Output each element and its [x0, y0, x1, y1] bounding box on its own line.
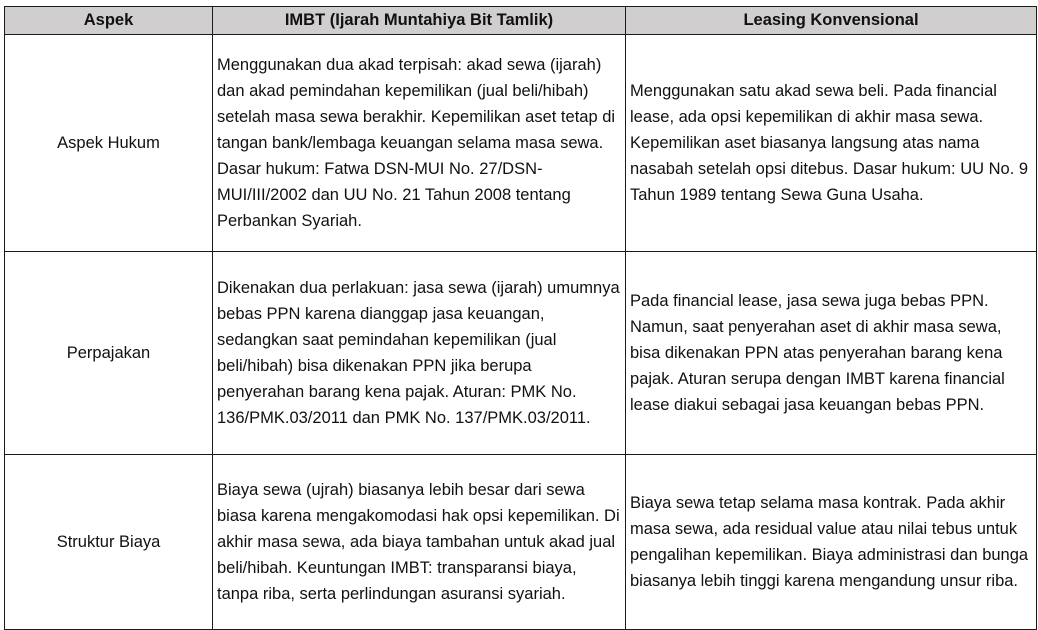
table-row: [5, 455, 1037, 630]
header-row: [5, 7, 1037, 35]
table-row: [5, 35, 1037, 252]
comparison-table: [4, 6, 1037, 630]
imbt-cell: Dikenakan dua perlakuan: jasa sewa (ijarah) umumnya bebas PPN karena dianggap jasa keuangan, sedangkan saat pemindahan kepemilikan (jual beli/hibah) bisa dikenakan PPN jika berupa penyerahan barang kena pajak. Aturan: PMK No. 136/PMK.03/2011 dan PMK No. 137/PMK.03/2011.: [213, 252, 626, 455]
aspect-cell: Struktur Biaya: [5, 455, 213, 630]
leasing-cell: Menggunakan satu akad sewa beli. Pada financial lease, ada opsi kepemilikan di akhir masa sewa. Kepemilikan aset biasanya langsung atas nama nasabah setelah opsi ditebus. Dasar hukum: UU No. 9 Tahun 1989 tentang Sewa Guna Usaha.: [626, 35, 1037, 252]
aspect-cell: Perpajakan: [5, 252, 213, 455]
imbt-cell: Menggunakan dua akad terpisah: akad sewa (ijarah) dan akad pemindahan kepemilikan (jual beli/hibah) setelah masa sewa berakhir. Kepemilikan aset tetap di tangan bank/lembaga keuangan selama masa sewa. Dasar hukum: Fatwa DSN-MUI No. 27/DSN-MUI/III/2002 dan UU No. 21 Tahun 2008 tentang Perbankan Syariah.: [213, 35, 626, 252]
header-leasing: Leasing Konvensional: [626, 7, 1037, 35]
leasing-cell: Pada financial lease, jasa sewa juga bebas PPN. Namun, saat penyerahan aset di akhir masa sewa, bisa dikenakan PPN atas penyerahan barang kena pajak. Aturan serupa dengan IMBT karena financial lease diakui sebagai jasa keuangan bebas PPN.: [626, 252, 1037, 455]
header-aspek: Aspek: [5, 7, 213, 35]
imbt-cell: Biaya sewa (ujrah) biasanya lebih besar dari sewa biasa karena mengakomodasi hak opsi kepemilikan. Di akhir masa sewa, ada biaya tambahan untuk akad jual beli/hibah. Keuntungan IMBT: transparansi biaya, tanpa riba, serta perlindungan asuransi syariah.: [213, 455, 626, 630]
aspect-cell: Aspek Hukum: [5, 35, 213, 252]
table-row: [5, 252, 1037, 455]
leasing-cell: Biaya sewa tetap selama masa kontrak. Pada akhir masa sewa, ada residual value atau nilai tebus untuk pengalihan kepemilikan. Biaya administrasi dan bunga biasanya lebih tinggi karena mengandung unsur riba.: [626, 455, 1037, 630]
header-imbt: IMBT (Ijarah Muntahiya Bit Tamlik): [213, 7, 626, 35]
